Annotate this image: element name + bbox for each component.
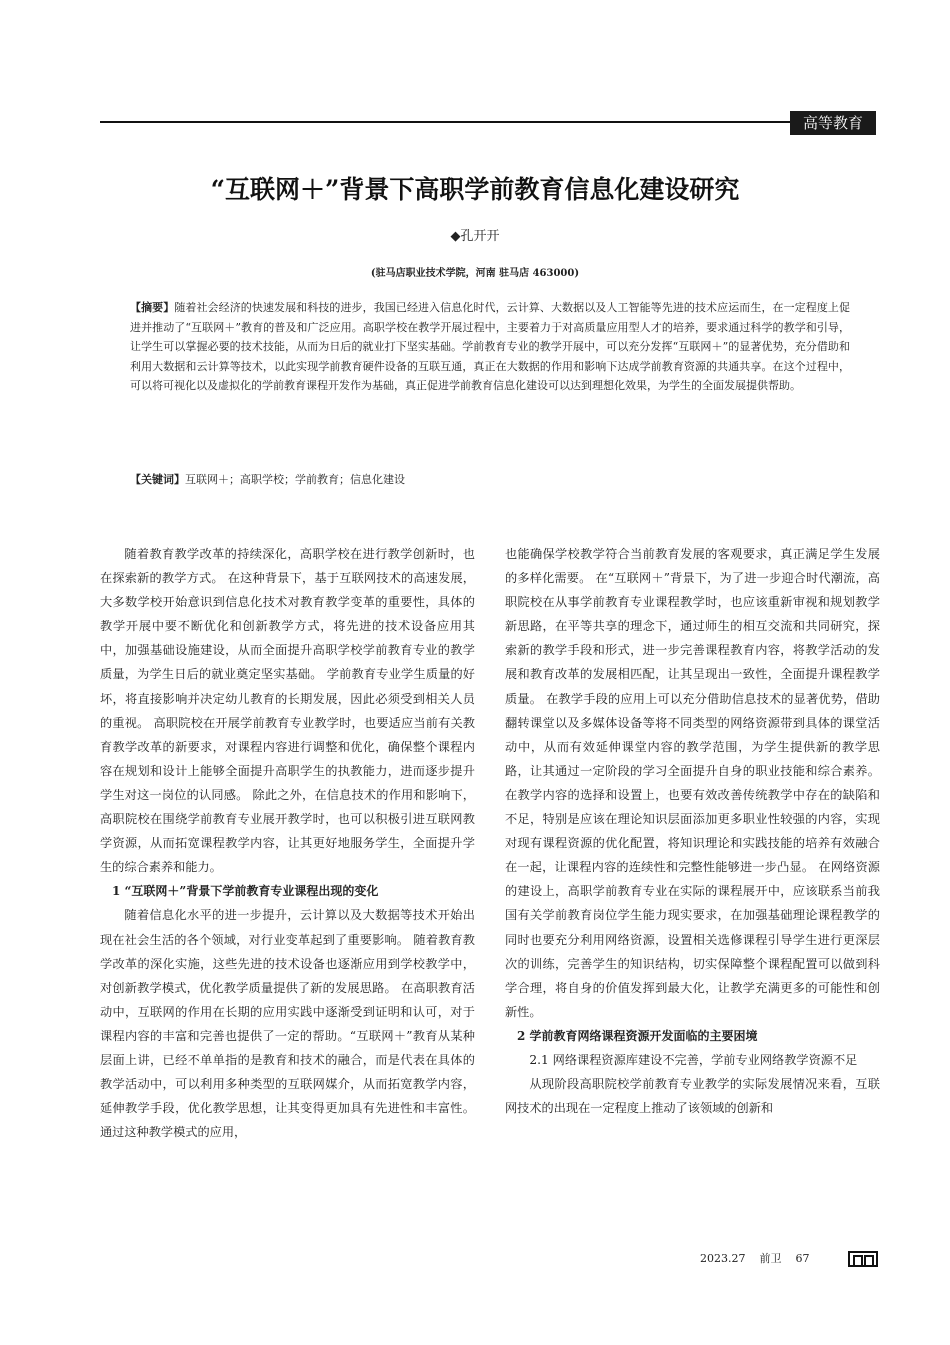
paragraph: 也能确保学校教学符合当前教育发展的客观要求，真正满足学生发展的多样化需要。 在“互联网＋”背景下，为了进一步迎合时代潮流，高职院校在从事学前教育专业课程教学时，也应该重新审视和规划教学新思路，在平等共享的理念下，通过师生的相互交流和共同研究，探索新的教学手段和形式，进一步完善课程教育内容，将教学活动的发展和教育改革的发展相匹配，让其呈现出一致性，全面提升课程教学质量。 在教学手段的应用上可以充分借助信息技术的显著优势，借助翻转课堂以及多媒体设备等将不同类型的网络资源带到具体的课堂活动中，从而有效延伸课堂内容的教学范围，为学生提供新的教学思路，让其通过一定阶段的学习全面提升自身的职业技能和综合素养。 在教学内容的选择和设置上，也要有效改善传统教学中存在的缺陷和不足，特别是应该在理论知识层面添加更多职业性较强的内容，实现对现有课程资源的优化配置，将知识理论和实践技能的培养有效融合在一起，让课程内容的连续性和完整性能够进一步凸显。 在网络资源的建设上，高职学前教育专业在实际的课程展开中，应该联系当前我国有关学前教育岗位学生能力现实要求，在加强基础理论课程教学的同时也要充分利用网络资源，设置相关选修课程引导学生进行更深层次的训练，完善学生的知识结构，切实保障整个课程配置可以做到科学合理，将自身的价值发挥到最大化，让教学充满更多的可能性和创新性。 bbox=[505, 547, 880, 1019]
right-column bbox=[505, 542, 880, 1120]
journal-name: 前卫 bbox=[759, 1252, 782, 1265]
paragraph: 随着教育教学改革的持续深化，高职学校在进行教学创新时，也在探索新的教学方式。 在这种背景下，基于互联网技术的高速发展，大多数学校开始意识到信息化技术对教育教学变革的重要性，具体的教学开展中要不断优化和创新教学方式，将先进的技术设备应用其中，加强基础设施建设，从而全面提升高职学校学前教育专业的教学质量，为学生日后的就业奠定坚实基础。 学前教育专业学生质量的好坏，将直接影响并决定幼儿教育的长期发展，因此必须受到相关人员的重视。 高职院校在开展学前教育专业教学时，也要适应当前有关教育教学改革的新要求，对课程内容进行调整和优化，确保整个课程内容在规划和设计上能够全面提升高职学生的执教能力，进而逐步提升学生对这一岗位的认同感。 除此之外，在信息技术的作用和影响下，高职院校在围绕学前教育专业展开教学时，也可以积极引进互联网教学资源，从而拓宽课程教学内容，让其更好地服务学生，全面提升学生的综合素养和能力。 bbox=[100, 547, 475, 875]
keywords-text: 互联网＋；高职学校；学前教育；信息化建设 bbox=[185, 473, 405, 486]
author: ◆孔开开 bbox=[450, 229, 500, 244]
abstract bbox=[130, 298, 850, 396]
section-badge: 高等教育 bbox=[790, 111, 876, 135]
subsection-heading-2-1: 2.1 网络课程资源库建设不完善，学前专业网络教学资源不足 bbox=[529, 1052, 858, 1067]
affiliation: (驻马店职业技术学院，河南 驻马店 463000) bbox=[370, 268, 580, 279]
abstract-text: 随着社会经济的快速发展和科技的进步，我国已经进入信息化时代，云计算、大数据以及人工智能等先进的技术应运而生，在一定程度上促进并推动了“互联网＋”教育的普及和广泛应用。高职学校在教学开展过程中，主要着力于对高质量应用型人才的培养，要求通过科学的教学和引导，让学生可以掌握必要的技术技能，从而为日后的就业打下坚实基础。学前教育专业的教学开展中，可以充分发挥“互联网＋”的显著优势，充分借助和利用大数据和云计算等技术，以此实现学前教育硬件设备的互联互通，真正在大数据的作用和影响下达成学前教育资源的共通共享。在这个过程中，可以将可视化以及虚拟化的学前教育课程开发作为基础，真正促进学前教育信息化建设可以达到理想化效果，为学生的全面发展提供帮助。 bbox=[130, 301, 850, 392]
left-column bbox=[100, 542, 475, 1144]
section-heading-1: 1 “互联网＋”背景下学前教育专业课程出现的变化 bbox=[112, 884, 379, 899]
header-rule bbox=[100, 121, 790, 123]
keywords-label: 【关键词】 bbox=[130, 473, 185, 486]
abstract-label: 【摘要】 bbox=[130, 301, 175, 314]
article-title: “互联网＋”背景下高职学前教育信息化建设研究 bbox=[210, 175, 740, 204]
paragraph: 随着信息化水平的进一步提升，云计算以及大数据等技术开始出现在社会生活的各个领域，对行业变革起到了重要影响。 随着教育教学改革的深化实施，这些先进的技术设备也逐渐应用到学校教学中，对创新教学模式，优化教学质量提供了新的发展思路。 在高职教育活动中，互联网的作用在长期的应用实践中逐渐受到证明和认可，对于课程内容的丰富和完善也提供了一定的帮助。“互联网＋”教育从某种层面上讲，已经不单单指的是教育和技术的融合，而是代表在具体的教学活动中，可以利用多种类型的互联网媒介，从而拓宽教学内容，延伸教学手段，优化教学思想，让其变得更加具有先进性和丰富性。 通过这种教学模式的应用， bbox=[100, 908, 475, 1140]
page-footer bbox=[700, 1250, 824, 1266]
keywords bbox=[130, 470, 850, 490]
journal-logo-icon bbox=[848, 1251, 878, 1267]
paragraph: 从现阶段高职院校学前教育专业教学的实际发展情况来看，互联网技术的出现在一定程度上推动了该领域的创新和 bbox=[505, 1077, 880, 1116]
issue-number: 2023.27 bbox=[700, 1252, 746, 1265]
section-heading-2: 2 学前教育网络课程资源开发面临的主要困境 bbox=[517, 1028, 758, 1043]
page-number: 67 bbox=[795, 1252, 810, 1265]
